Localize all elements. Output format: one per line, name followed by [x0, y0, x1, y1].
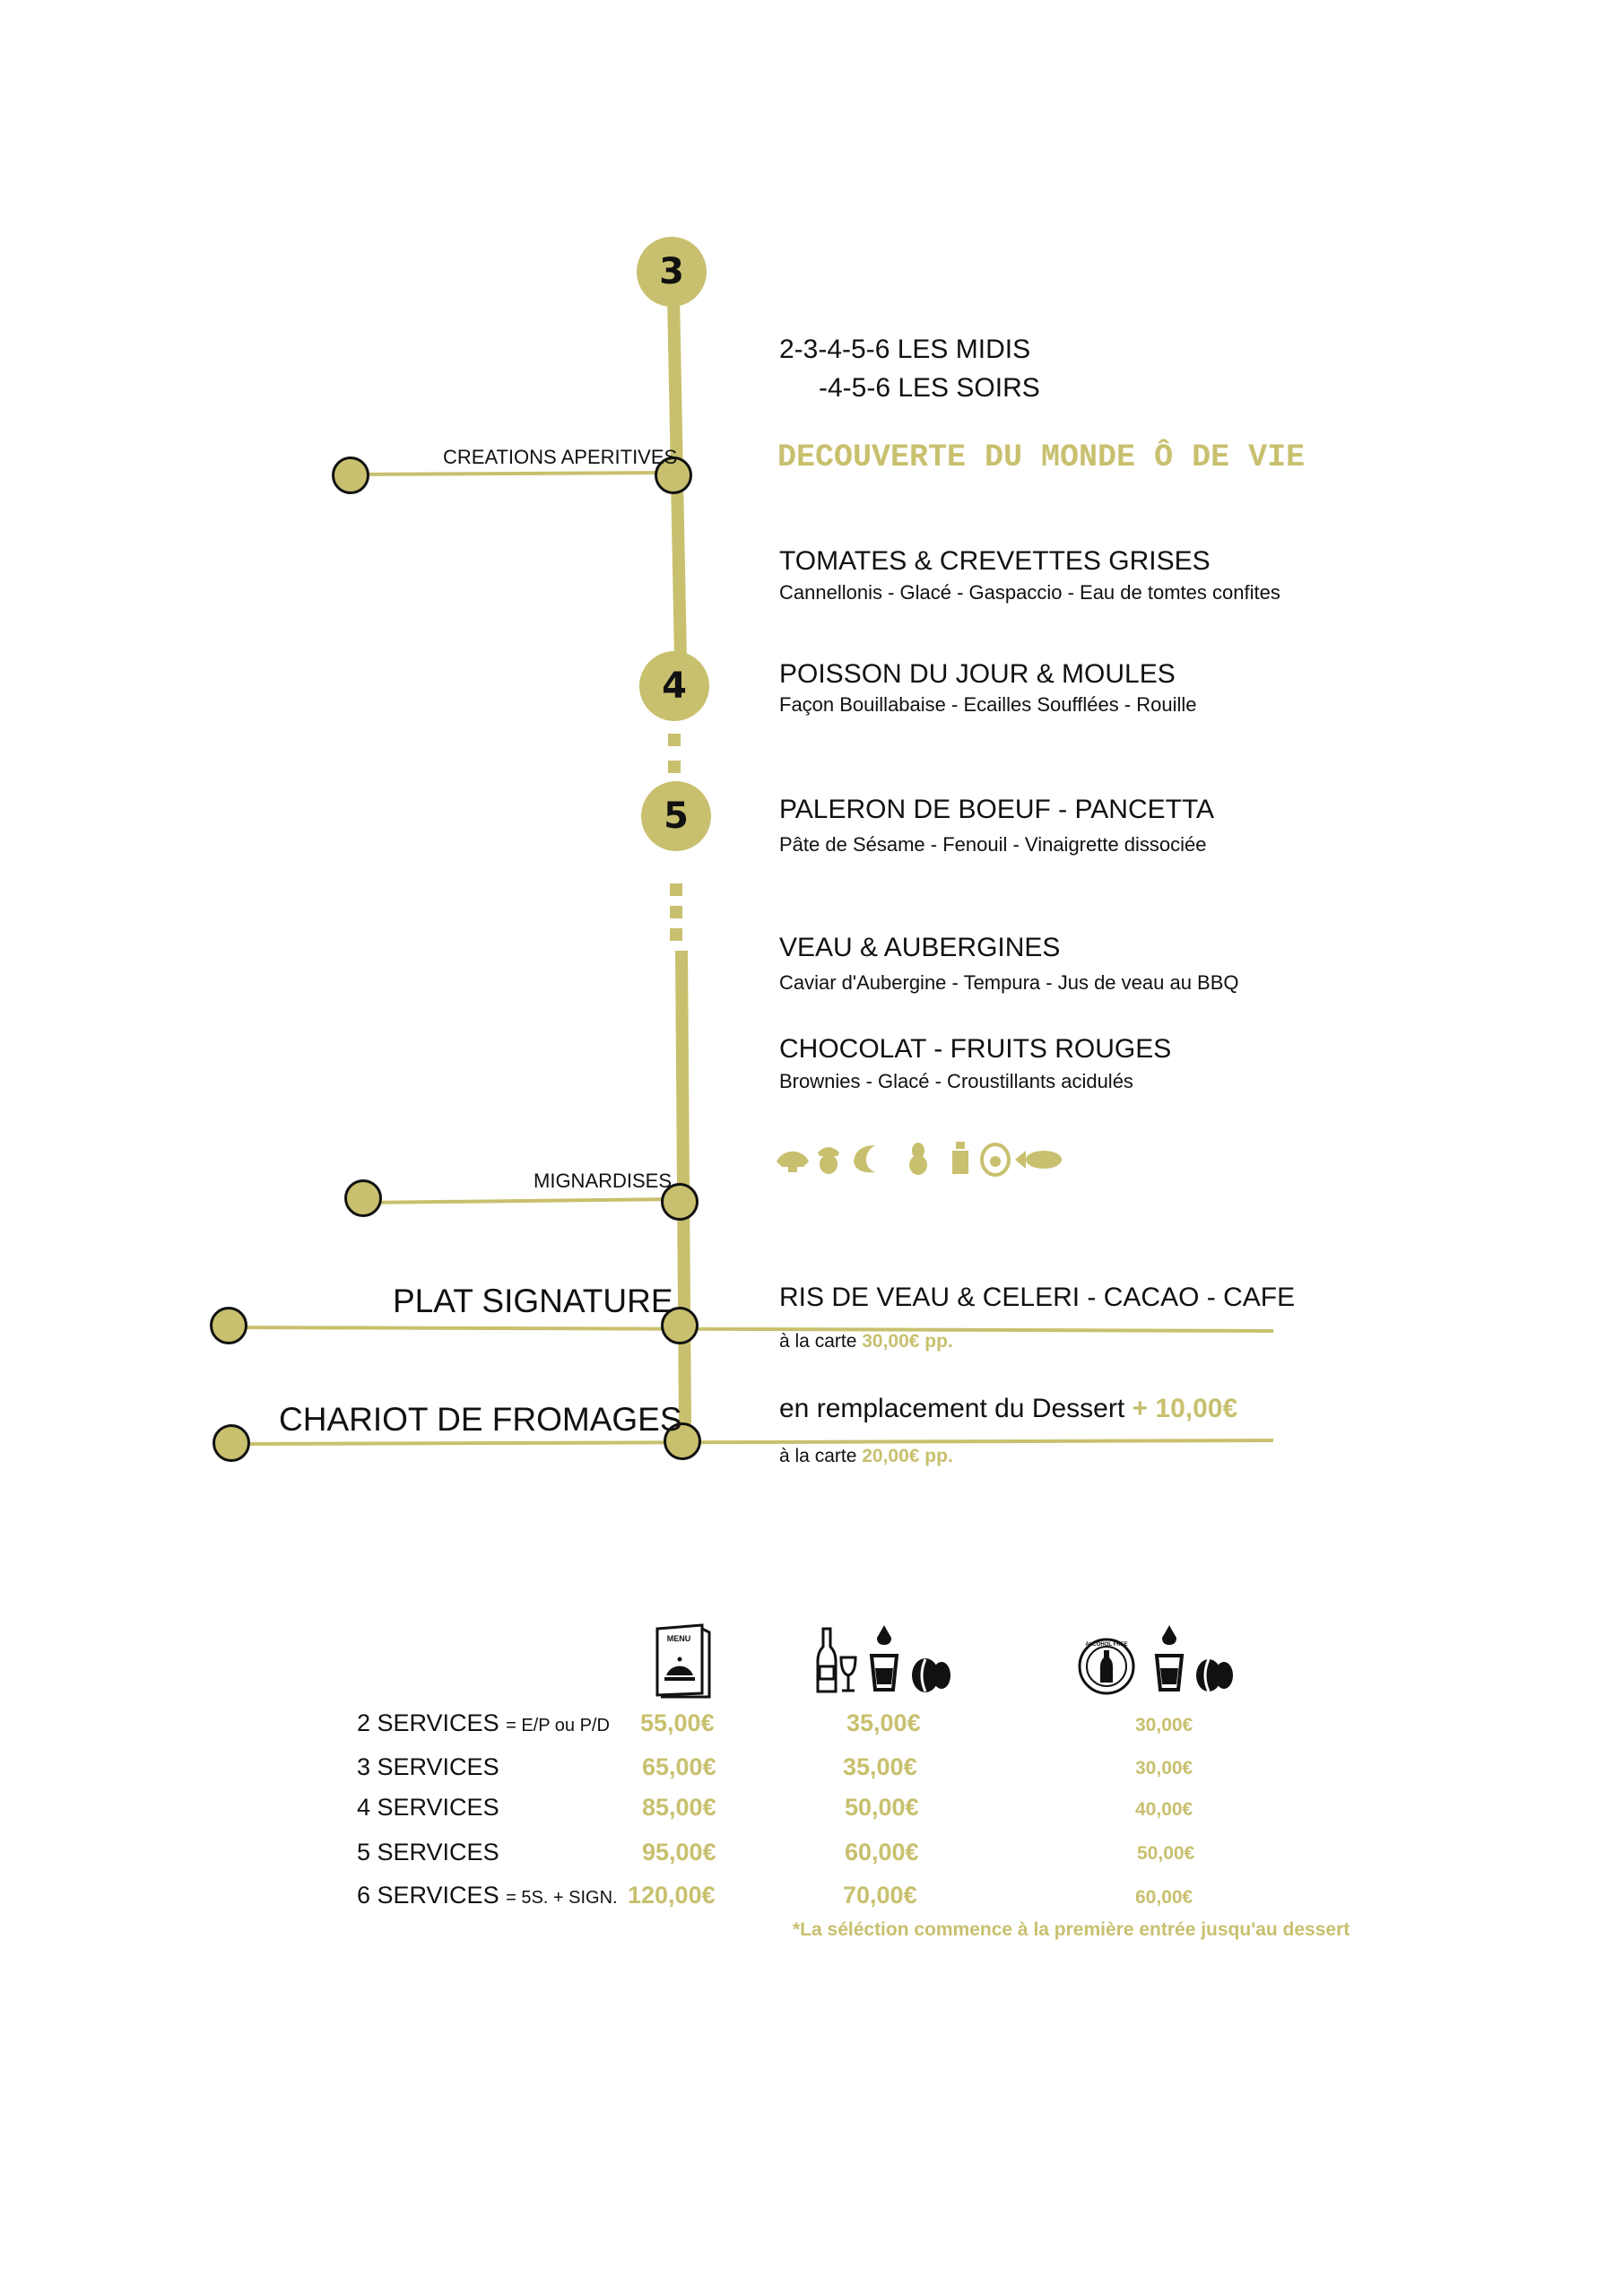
- service-count: 6 SERVICES: [357, 1882, 499, 1909]
- alcohol-free-badge-icon: [1080, 1639, 1133, 1693]
- water-glass-icon: [1157, 1625, 1182, 1690]
- dish-name: PALERON DE BOEUF - PANCETTA: [779, 795, 1215, 824]
- header-line-1: 2-3-4-5-6 LES MIDIS: [779, 335, 1031, 364]
- service-label: [357, 1794, 499, 1822]
- coffee-bean-icon: [912, 1658, 950, 1692]
- branch-line-signature: [228, 1327, 1273, 1331]
- service-count: 2 SERVICES: [357, 1709, 499, 1736]
- timeline-node: [210, 1307, 247, 1344]
- wine-price: 35,00€: [843, 1753, 917, 1780]
- menu-price: 120,00€: [628, 1882, 716, 1909]
- dish-description: Brownies - Glacé - Croustillants acidulés: [779, 1070, 1133, 1092]
- nonalc-price: 60,00€: [1135, 1887, 1193, 1908]
- timeline-dash: [670, 928, 682, 941]
- allergen-icons: [773, 1135, 1069, 1179]
- service-count: 4 SERVICES: [357, 1794, 499, 1821]
- branch-label-cheese: CHARIOT DE FROMAGES: [279, 1401, 682, 1438]
- milk-icon: [952, 1142, 968, 1174]
- branch-label-mignardises: MIGNARDISES: [534, 1170, 673, 1192]
- menu-price: 95,00€: [642, 1839, 716, 1866]
- wine-price: 70,00€: [843, 1882, 917, 1909]
- step-4-marker: 4: [639, 651, 709, 721]
- egg-icon: [982, 1144, 1009, 1175]
- dish-name: VEAU & AUBERGINES: [779, 933, 1061, 962]
- step-3-marker: 3: [637, 237, 707, 307]
- timeline-node: [332, 457, 369, 494]
- celery-icon: [909, 1143, 927, 1175]
- wine-bottle-icon: [818, 1629, 836, 1692]
- dish-name: TOMATES & CREVETTES GRISES: [779, 546, 1211, 576]
- wine-price: 35,00€: [846, 1709, 921, 1736]
- menu-title: DECOUVERTE DU MONDE Ô DE VIE: [777, 439, 1306, 475]
- service-note: = 5S. + SIGN.: [506, 1888, 618, 1908]
- nonalc-price: 40,00€: [1135, 1799, 1193, 1820]
- branch-line-cheese: [231, 1440, 1273, 1444]
- cheese-carte-label: à la carte: [779, 1446, 857, 1466]
- dish-description: Caviar d'Aubergine - Tempura - Jus de veau au BBQ: [779, 971, 1239, 994]
- timeline-dash: [670, 883, 682, 896]
- service-label: [357, 1753, 499, 1781]
- step-5-marker: 5: [641, 781, 711, 851]
- nonalc-price: 30,00€: [1135, 1715, 1193, 1735]
- timeline-dash: [668, 761, 681, 773]
- fish-icon: [1015, 1151, 1062, 1169]
- branch-label-signature: PLAT SIGNATURE: [393, 1283, 673, 1319]
- dish-name: CHOCOLAT - FRUITS ROUGES: [779, 1034, 1172, 1064]
- menu-price: 85,00€: [642, 1794, 716, 1821]
- dish-name: POISSON DU JOUR & MOULES: [779, 659, 1176, 689]
- signature-dish-name: RIS DE VEAU & CELERI - CACAO - CAFE: [779, 1283, 1296, 1312]
- branch-line-mignardises: [362, 1199, 678, 1203]
- wine-price: 60,00€: [845, 1839, 919, 1866]
- service-label: [357, 1882, 618, 1909]
- signature-carte-price: [779, 1331, 953, 1352]
- coffee-bean-icon: [1196, 1659, 1233, 1692]
- cheese-supplement: + 10,00€: [1132, 1394, 1238, 1423]
- shell-icon: [777, 1152, 809, 1172]
- nonalc-price: 50,00€: [1137, 1843, 1195, 1864]
- dish-description: Façon Bouillabaise - Ecailles Soufflées - Rouille: [779, 693, 1197, 716]
- timeline-node: [213, 1424, 250, 1462]
- service-note: = E/P ou P/D: [506, 1716, 610, 1735]
- service-count: 5 SERVICES: [357, 1839, 499, 1866]
- nut-icon: [818, 1147, 839, 1174]
- menu-price: 65,00€: [642, 1753, 716, 1780]
- cheese-text: en remplacement du Dessert: [779, 1394, 1125, 1423]
- menu-book-icon: [654, 1622, 713, 1699]
- branch-label-aperitif: CREATIONS APERITIVES: [443, 446, 678, 468]
- alcohol-free-label: ALCOHOL FREE: [1085, 1642, 1128, 1648]
- service-label: [357, 1839, 499, 1866]
- menu-icon-label: MENU: [666, 1634, 691, 1643]
- alcohol-free-icons: [1074, 1625, 1245, 1697]
- wine-price: 50,00€: [845, 1794, 919, 1821]
- wine-glass-icon: [841, 1657, 855, 1691]
- dish-description: Cannellonis - Glacé - Gaspaccio - Eau de tomtes confites: [779, 581, 1280, 604]
- wine-pairing-icons: [816, 1625, 968, 1697]
- service-label: [357, 1709, 610, 1737]
- nonalc-price: 30,00€: [1135, 1758, 1193, 1779]
- pricing-footnote: *La séléction commence à la première entrée jusqu'au dessert: [793, 1919, 1350, 1940]
- branch-line-aperitif: [350, 473, 671, 474]
- dish-description: Pâte de Sésame - Fenouil - Vinaigrette dissociée: [779, 833, 1207, 856]
- water-glass-icon: [872, 1625, 897, 1690]
- signature-price: 30,00€ pp.: [862, 1331, 953, 1352]
- cheese-replacement-text: [779, 1394, 1237, 1424]
- timeline-dash: [670, 906, 682, 918]
- shrimp-icon: [854, 1145, 875, 1172]
- timeline-node: [344, 1179, 382, 1217]
- menu-price: 55,00€: [640, 1709, 715, 1736]
- signature-carte-label: à la carte: [779, 1331, 857, 1352]
- cheese-carte-price: [779, 1446, 953, 1467]
- header-line-2: -4-5-6 LES SOIRS: [819, 373, 1040, 403]
- service-count: 3 SERVICES: [357, 1753, 499, 1780]
- timeline-dash: [668, 734, 681, 746]
- cheese-price: 20,00€ pp.: [862, 1446, 953, 1466]
